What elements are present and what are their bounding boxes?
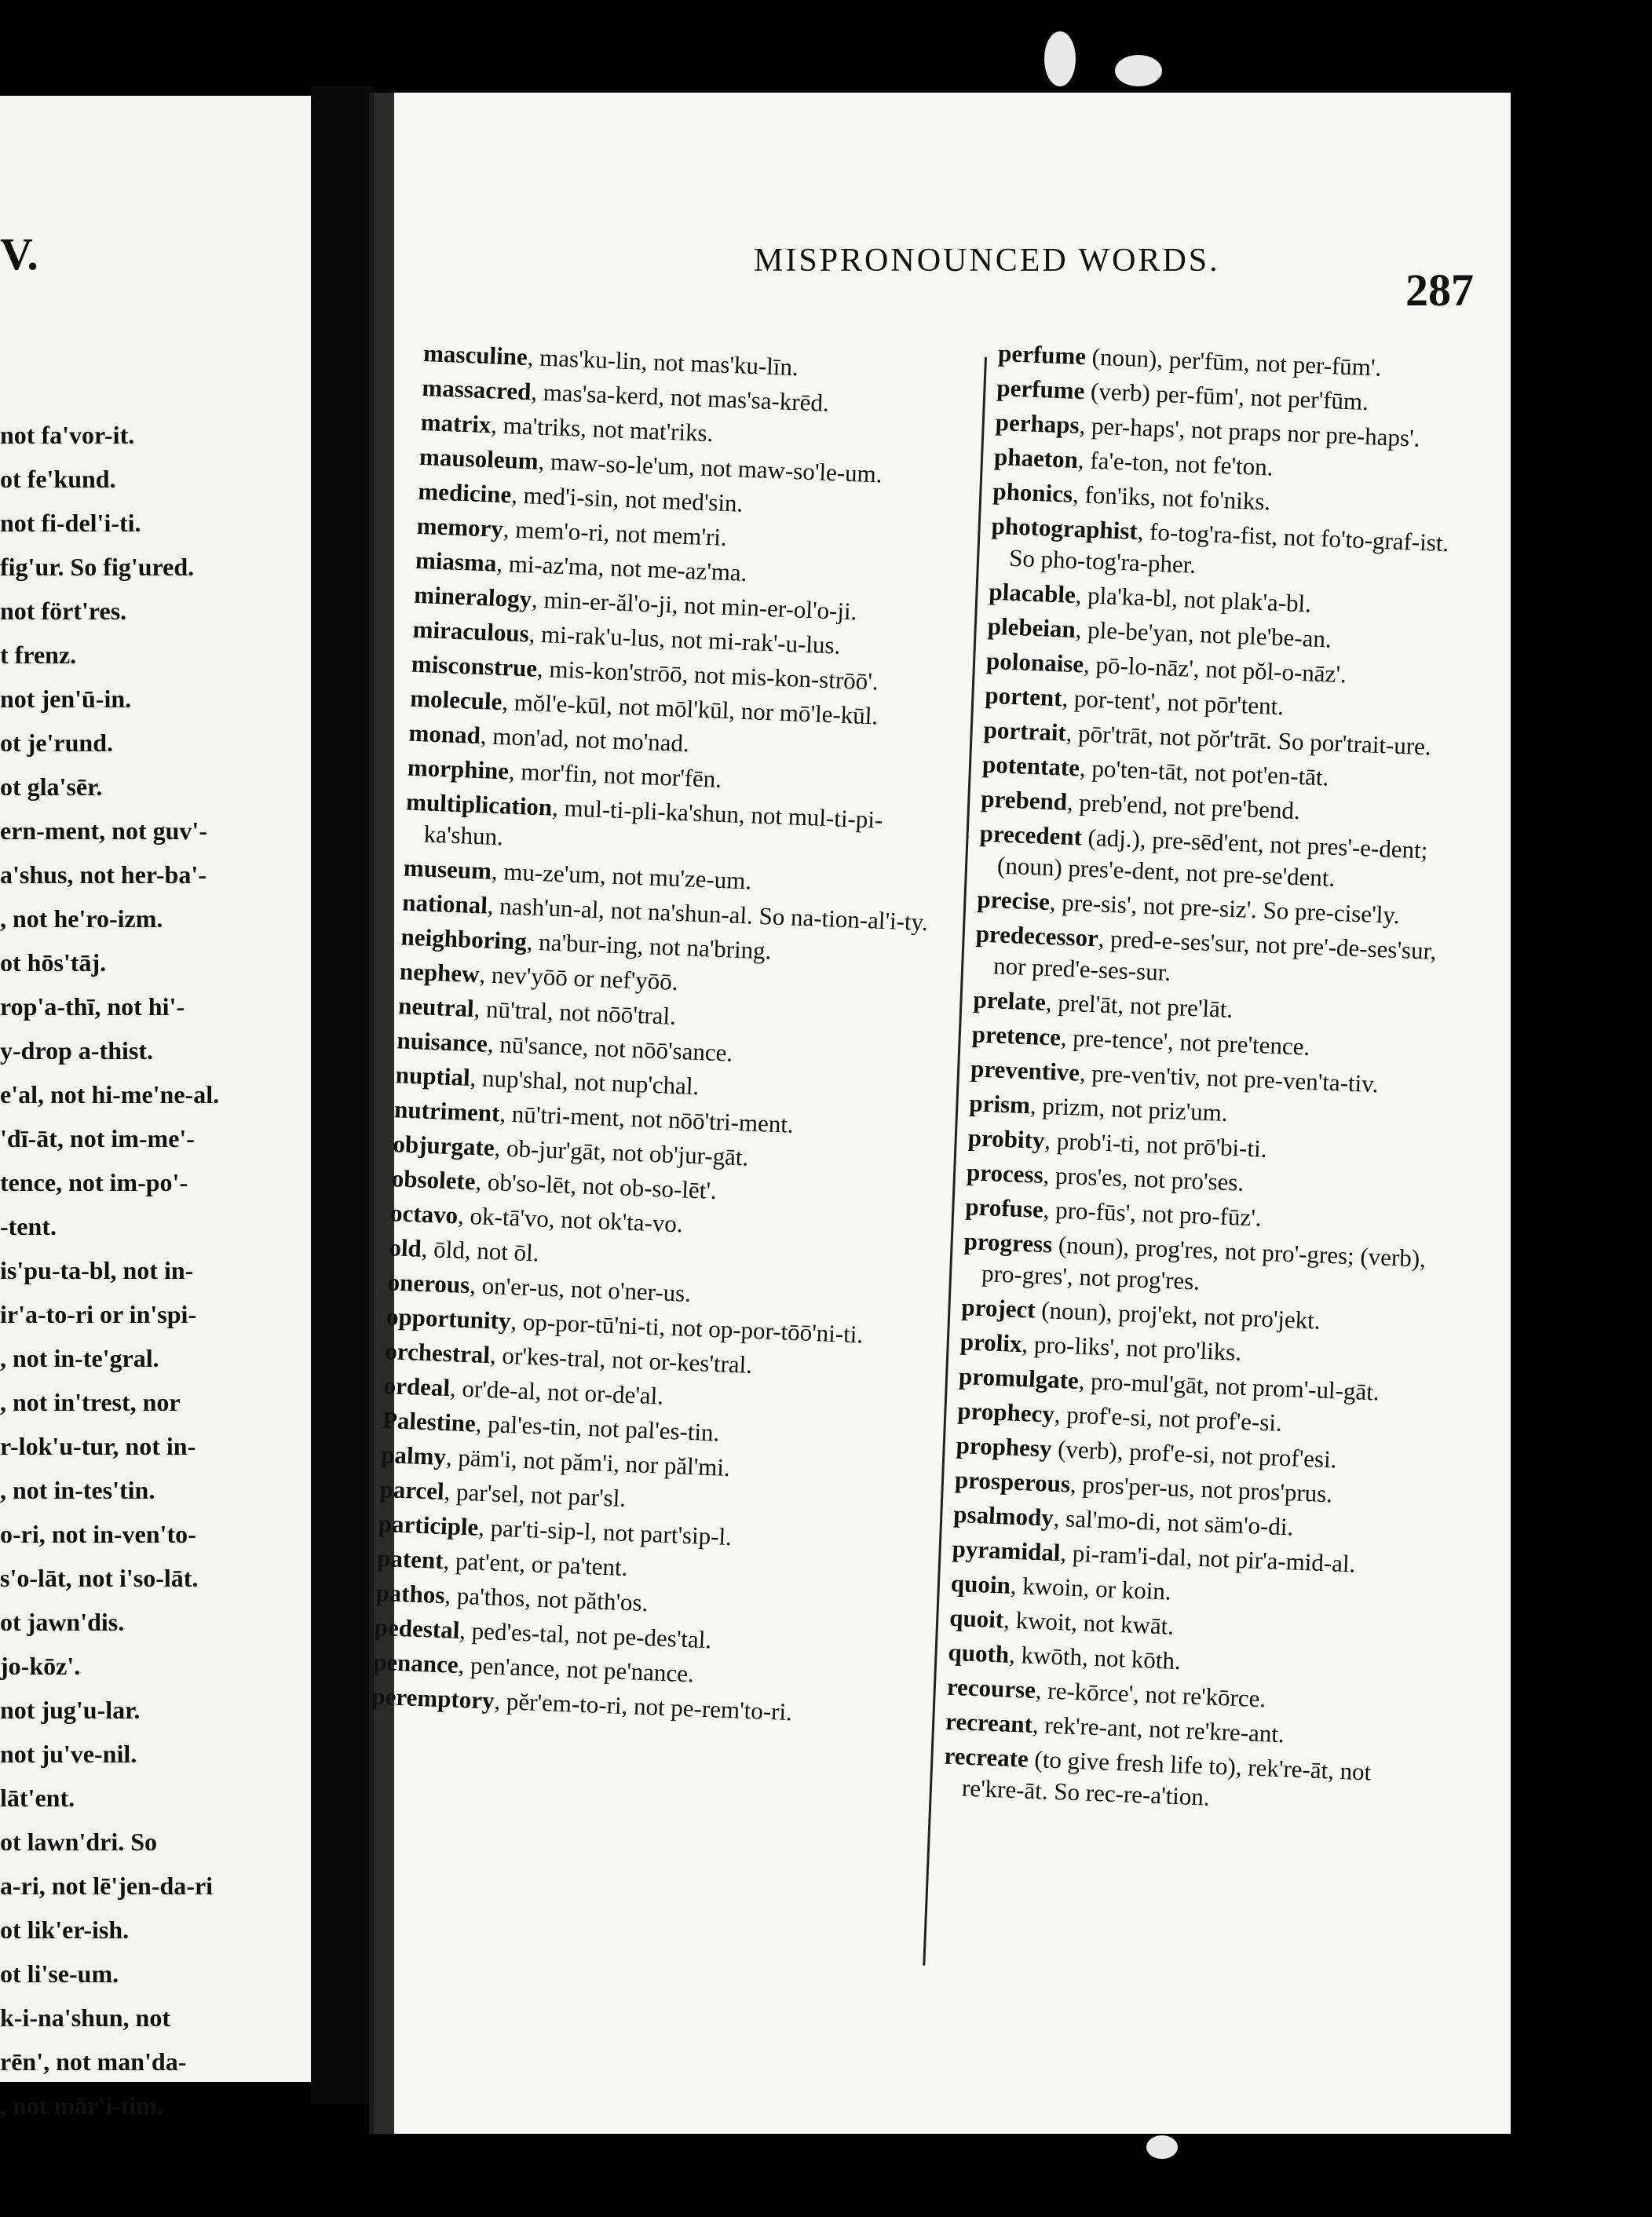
left-page-line: ot gla'sēr. <box>0 772 103 801</box>
entry-headword: psalmody <box>952 1499 1054 1532</box>
left-page <box>0 96 316 2120</box>
entry-pronunciation: , pla'ka-bl, not plak'a-bl. <box>1075 581 1312 618</box>
entry-headword: precedent <box>979 819 1083 851</box>
left-page-line: not fa'vor-it. <box>0 421 135 449</box>
entry-pronunciation: , prel'āt, not pre'lāt. <box>1045 988 1234 1024</box>
entry-headword: pyramidal <box>952 1534 1062 1567</box>
entry-pronunciation: , re-kōrce', not re'kōrce. <box>1035 1676 1266 1713</box>
entry-headword: phaeton <box>993 442 1079 473</box>
entry-pronunciation: , ma'triks, not mat'riks. <box>490 411 715 447</box>
left-page-line: , not he'ro-izm. <box>0 904 163 933</box>
entry-headword: Palestine <box>382 1405 477 1437</box>
left-page-line: not ju've-nil. <box>0 1740 137 1768</box>
entry-pronunciation: , pre-tence', not pre'tence. <box>1060 1023 1310 1061</box>
book-gutter <box>311 86 374 2104</box>
running-head: MISPRONOUNCED WORDS. <box>754 243 1220 279</box>
entry-pronunciation: , pō-lo-nāz', not pŏl-o-nāz'. <box>1083 650 1347 688</box>
left-page-line: rop'a-thī, not hi'- <box>0 992 185 1021</box>
left-page-line: not fört'res. <box>0 597 127 625</box>
entry-headword: participle <box>378 1509 479 1541</box>
entry-headword: plebeian <box>987 612 1076 644</box>
entry-headword: recreant <box>945 1707 1033 1738</box>
entry-headword: ordeal <box>383 1371 451 1402</box>
entry-headword: old <box>388 1233 422 1262</box>
entry-headword: miasma <box>415 546 498 577</box>
entry-headword: massacred <box>421 373 532 406</box>
entry-headword: nephew <box>399 957 481 988</box>
entry-headword: nuptial <box>395 1061 471 1091</box>
entry-pronunciation: , po'ten-tāt, not pot'en-tāt. <box>1079 754 1330 791</box>
entry-pronunciation: , par'sel, not par'sl. <box>444 1477 627 1512</box>
entry-headword: pathos <box>375 1578 446 1609</box>
entry-pronunciation: , nash'un-al, not na'shun-al. So na-tion-al'i-ty. <box>487 891 929 937</box>
entry-headword: placable <box>988 577 1076 608</box>
entry-headword: pedestal <box>374 1613 461 1644</box>
entry-headword: misconstrue <box>411 649 538 682</box>
entry-headword: prophesy <box>956 1430 1053 1463</box>
entry-pronunciation: , mi-az'ma, not me-az'ma. <box>495 549 748 587</box>
entry-headword: national <box>401 888 488 919</box>
entry-headword: molecule <box>409 684 503 716</box>
entry-headword: portrait <box>983 715 1067 747</box>
entry-headword: mausoleum <box>418 442 539 475</box>
left-page-line: r-lok'u-tur, not in- <box>0 1432 196 1460</box>
entry-pronunciation: , ok-tā'vo, not ok'ta-vo. <box>457 1201 684 1238</box>
entry-headword: phonics <box>992 477 1073 508</box>
entry-headword: nuisance <box>396 1026 488 1057</box>
entry-headword: patent <box>376 1543 444 1575</box>
entry-pronunciation: , mis-kon'strōō, not mis-kon-strōō'. <box>536 654 879 696</box>
entry-pronunciation: , mu-ze'um, not mu'ze-um. <box>491 856 752 895</box>
entry-headword: matrix <box>420 407 492 439</box>
entry-headword: prolix <box>959 1328 1023 1358</box>
entry-pronunciation: , ob-jur'gāt, not ob'jur-gāt. <box>493 1134 749 1171</box>
entry-pronunciation: , pi-ram'i-dal, not pir'a-mid-al. <box>1059 1539 1357 1578</box>
entry-pronunciation: , pre-ven'tiv, not pre-ven'ta-tiv. <box>1079 1058 1380 1098</box>
entry-headword: quoin <box>950 1569 1011 1599</box>
entry-headword: neighboring <box>400 922 528 955</box>
left-page-line: o-ri, not in-ven'to- <box>0 1520 196 1548</box>
left-page-line: is'pu-ta-bl, not in- <box>0 1256 194 1284</box>
entry-pronunciation: , par'ti-sip-l, not part'sip-l. <box>477 1513 733 1551</box>
entry-pronunciation: (to give fresh life to), rek're-āt, not re'kre-āt. So rec-re-a'tion. <box>961 1744 1372 1811</box>
entry-pronunciation: (verb) per-fūm', not per'fūm. <box>1084 377 1369 416</box>
entry-headword: perfume <box>997 338 1087 371</box>
left-page-line: a-ri, not lē'jen-da-ri <box>0 1872 214 1900</box>
entry-headword: palmy <box>380 1440 447 1471</box>
left-page-line: ot jawn'dis. <box>0 1608 125 1636</box>
entry-pronunciation: , nū'tral, not nōō'tral. <box>473 995 677 1030</box>
left-page-line: jo-kōz'. <box>0 1652 81 1680</box>
entry-headword: prelate <box>972 985 1047 1016</box>
entry-pronunciation: , pred-e-ses'sur, not pre'-de-ses'sur, nor pred'e-ses-sur. <box>992 924 1438 986</box>
entry-pronunciation: , prob'i-ti, not prō'bi-ti. <box>1043 1127 1268 1163</box>
entries-left-column <box>371 338 974 1737</box>
entry-headword: quoit <box>948 1603 1004 1634</box>
entry-pronunciation: , per-haps', not praps nor pre-haps'. <box>1078 411 1421 452</box>
left-page-line: -tent. <box>0 1212 57 1240</box>
entry-pronunciation: , por-tent', not pōr'tent. <box>1061 684 1285 721</box>
entry-headword: multiplication <box>405 787 553 821</box>
entry-headword: masculine <box>422 338 528 371</box>
entry-headword: obsolete <box>391 1164 477 1196</box>
scan-dust-mark <box>1146 2135 1178 2159</box>
entry-headword: peremptory <box>371 1682 495 1715</box>
entry-pronunciation: , mul-ti-pli-ka'shun, not mul-ti-pi-ka'shun. <box>423 793 883 851</box>
entry-headword: perhaps <box>995 407 1080 440</box>
entry-pronunciation: , or'de-al, not or-de'al. <box>449 1374 664 1410</box>
entry-pronunciation: , pros'es, not pro'ses. <box>1043 1160 1244 1196</box>
scan-dust-mark <box>1044 31 1076 86</box>
entry-pronunciation: , mem'o-ri, not mem'ri. <box>503 515 728 551</box>
left-page-line: a'shus, not her-ba'- <box>0 860 206 889</box>
entry-headword: probity <box>967 1123 1046 1154</box>
entry-headword: recreate <box>943 1741 1029 1773</box>
entry-pronunciation: , pa'thos, not păth'os. <box>444 1581 649 1617</box>
left-page-line: fig'ur. So fig'ured. <box>0 553 195 581</box>
entry-pronunciation: , sal'mo-di, not säm'o-di. <box>1053 1503 1294 1541</box>
entry-pronunciation: , nū'sance, not nōō'sance. <box>487 1029 733 1067</box>
entry-pronunciation: , nev'yōō or nef'yōō. <box>478 960 679 996</box>
entry-pronunciation: , op-por-tū'ni-ti, not op-por-tōō'ni-ti. <box>510 1307 864 1349</box>
dictionary-entry <box>942 1740 1408 1821</box>
entry-headword: parcel <box>378 1474 445 1506</box>
entry-headword: perfume <box>996 373 1086 405</box>
entry-headword: orchestral <box>384 1337 491 1369</box>
entry-pronunciation: , ōld, not ōl. <box>421 1234 540 1267</box>
left-page-line: lāt'ent. <box>0 1784 75 1812</box>
entry-pronunciation: , fon'iks, not fo'niks. <box>1072 480 1271 516</box>
left-page-line: not jug'u-lar. <box>0 1696 141 1724</box>
entry-pronunciation: , ped'es-tal, not pe-des'tal. <box>459 1616 712 1654</box>
entry-pronunciation: , prizm, not priz'um. <box>1029 1091 1229 1127</box>
entry-pronunciation: , on'er-us, not o'ner-us. <box>469 1271 692 1307</box>
left-page-line: not jen'ū-in. <box>0 685 132 713</box>
entry-headword: octavo <box>389 1199 459 1229</box>
entry-pronunciation: (noun), prog'res, not pro'-gres; (verb), pro-gres', not prog'res. <box>981 1230 1427 1295</box>
entry-headword: process <box>966 1158 1044 1189</box>
entry-pronunciation: , pre-sis', not pre-siz'. So pre-cise'ly. <box>1049 888 1401 930</box>
entry-headword: prophecy <box>956 1397 1055 1428</box>
entry-headword: prism <box>968 1089 1031 1119</box>
left-page-line: ot lawn'dri. So <box>0 1828 158 1856</box>
entry-pronunciation: , nup'shal, not nup'chal. <box>469 1063 700 1101</box>
entry-headword: morphine <box>407 753 510 785</box>
entry-headword: preventive <box>970 1054 1080 1087</box>
entry-headword: miraculous <box>412 615 530 648</box>
entry-pronunciation: , mor'fin, not mor'fēn. <box>508 757 722 793</box>
left-page-line: , not in-te'gral. <box>0 1344 159 1372</box>
entry-headword: onerous <box>387 1268 470 1299</box>
entry-pronunciation: , na'bur-ing, not na'bring. <box>526 927 773 965</box>
left-page-line: ot je'rund. <box>0 729 113 757</box>
entry-pronunciation: , mas'sa-kerd, not mas'sa-krēd. <box>530 378 830 417</box>
entry-pronunciation: , pĕr'em-to-ri, not pe-rem'to-ri. <box>493 1686 793 1726</box>
left-page-line: s'o-lāt, not i'so-lāt. <box>0 1564 199 1592</box>
entry-pronunciation: (noun), proj'ekt, not pro'jekt. <box>1034 1295 1321 1335</box>
entry-pronunciation: , fo-tog'ra-fist, not fo'to-graf-ist. So pho-tog'ra-pher. <box>1008 517 1449 579</box>
left-page-line: ot li'se-um. <box>0 1960 119 1988</box>
left-page-line: ir'a-to-ri or in'spi- <box>0 1300 197 1328</box>
entry-pronunciation: , päm'i, not păm'i, nor păl'mi. <box>445 1443 731 1482</box>
left-page-line: ot hōs'tāj. <box>0 948 107 977</box>
entry-pronunciation: , nū'tri-ment, not nōō'tri-ment. <box>499 1099 795 1138</box>
entry-pronunciation: , mon'ad, not mo'nad. <box>480 721 690 758</box>
left-page-line: ern-ment, not guv'- <box>0 816 207 845</box>
left-page-line: e'al, not hi-me'ne-al. <box>0 1080 220 1108</box>
entry-pronunciation: , preb'end, not pre'bend. <box>1066 787 1301 825</box>
entry-headword: museum <box>403 853 492 885</box>
entry-headword: quoth <box>948 1638 1010 1668</box>
entry-pronunciation: , pro-fūs', not pro-fūz'. <box>1043 1196 1263 1232</box>
entry-pronunciation: , mŏl'e-kūl, not mōl'kūl, nor mō'le-kūl. <box>501 688 879 730</box>
left-page-line: tence, not im-po'- <box>0 1168 188 1196</box>
entries-right-column <box>942 338 1461 1824</box>
entry-headword: potentate <box>981 750 1080 782</box>
entry-headword: penance <box>372 1647 459 1678</box>
entry-headword: medicine <box>417 477 512 509</box>
entry-headword: recourse <box>946 1672 1036 1704</box>
left-page-header-fragment: V. <box>0 228 38 279</box>
entry-pronunciation: , ple-be'yan, not ple'be-an. <box>1075 615 1332 653</box>
left-page-line: k-i-na'shun, not <box>0 2003 170 2032</box>
entry-pronunciation: , kwoin, or koin. <box>1010 1571 1172 1605</box>
entry-headword: neutral <box>397 992 475 1023</box>
left-page-line: y-drop a-thist. <box>0 1036 153 1065</box>
entry-pronunciation: , pro-mul'gāt, not prom'-ul-gāt. <box>1078 1366 1380 1406</box>
entry-headword: pretence <box>971 1020 1062 1051</box>
left-page-line: , not in-tes'tin. <box>0 1476 155 1504</box>
entry-pronunciation: , pen'ance, not pe'nance. <box>457 1650 695 1688</box>
entry-headword: portent <box>984 681 1063 712</box>
entry-headword: memory <box>416 511 504 543</box>
entry-pronunciation: , or'kes-tral, not or-kes'tral. <box>489 1341 753 1379</box>
entry-pronunciation: , pros'per-us, not pros'prus. <box>1069 1470 1333 1508</box>
entry-pronunciation: (verb), prof'e-si, not prof'esi. <box>1051 1434 1338 1474</box>
entry-headword: precise <box>976 885 1051 916</box>
entry-headword: project <box>960 1293 1036 1324</box>
entry-headword: promulgate <box>958 1362 1080 1394</box>
entry-headword: prosperous <box>954 1465 1071 1498</box>
entry-headword: predecessor <box>975 919 1099 952</box>
entry-headword: opportunity <box>386 1302 512 1335</box>
entry-pronunciation: , fa'e-ton, not fe'ton. <box>1077 446 1274 481</box>
entry-pronunciation: , kwoit, not kwāt. <box>1003 1605 1175 1640</box>
left-page-line: ot fe'kund. <box>0 465 116 493</box>
entry-headword: polonaise <box>985 646 1084 678</box>
entry-headword: nutriment <box>393 1095 501 1127</box>
entry-pronunciation: (noun), per'fūm, not per-fūm'. <box>1085 342 1382 382</box>
entry-pronunciation: , min-er-ăl'o-ji, not min-er-ol'o-ji. <box>531 585 858 626</box>
page-number: 287 <box>1405 265 1474 316</box>
entry-pronunciation: , med'i-sin, not med'sin. <box>510 480 744 517</box>
entry-headword: progress <box>963 1227 1053 1258</box>
entry-pronunciation: (adj.), pre-sēd'ent, not pres'-e-dent; (noun) pres'e-dent, not pre-se'dent. <box>996 823 1429 892</box>
left-page-line: t frenz. <box>0 641 77 669</box>
entry-pronunciation: , mas'ku-lin, not mas'ku-līn. <box>527 343 799 382</box>
entry-pronunciation: , ob'so-lēt, not ob-so-lēt'. <box>474 1167 718 1205</box>
entry-headword: prebend <box>980 784 1068 816</box>
scan-dust-mark <box>1115 55 1162 86</box>
entry-pronunciation: , prof'e-si, not prof'e-si. <box>1054 1400 1283 1437</box>
page-binding-edge <box>374 93 394 2134</box>
entry-headword: mineralogy <box>413 580 532 613</box>
left-page-line: rēn', not man'da- <box>0 2047 187 2076</box>
left-page-line: ot lik'er-ish. <box>0 1916 130 1944</box>
entry-pronunciation: , pōr'trāt, not pŏr'trāt. So por'trait-ure. <box>1065 718 1432 761</box>
entry-pronunciation: , maw-so-le'um, not maw-so'le-um. <box>537 447 883 488</box>
entry-pronunciation: , kwōth, not kōth. <box>1008 1640 1182 1675</box>
left-page-line: not fi-del'i-ti. <box>0 509 141 537</box>
entry-pronunciation: , mi-rak'u-lus, not mi-rak'-u-lus. <box>528 619 842 659</box>
left-page-line: , not mār'i-tim. <box>0 2091 163 2120</box>
entry-headword: objurgate <box>392 1130 495 1162</box>
entry-headword: photographist <box>991 511 1138 545</box>
entry-headword: profuse <box>964 1193 1044 1223</box>
entry-headword: monad <box>408 718 481 750</box>
entry-pronunciation: , pro-liks', not pro'liks. <box>1021 1330 1242 1366</box>
entry-pronunciation: , rek're-ant, not re'kre-ant. <box>1032 1710 1285 1748</box>
entry-pronunciation: , pal'es-tin, not pal'es-tin. <box>475 1409 720 1447</box>
left-page-line: , not in'trest, nor <box>0 1388 181 1416</box>
left-page-line: 'dī-āt, not im-me'- <box>0 1124 195 1152</box>
entry-pronunciation: , pat'ent, or pa'tent. <box>442 1547 629 1582</box>
